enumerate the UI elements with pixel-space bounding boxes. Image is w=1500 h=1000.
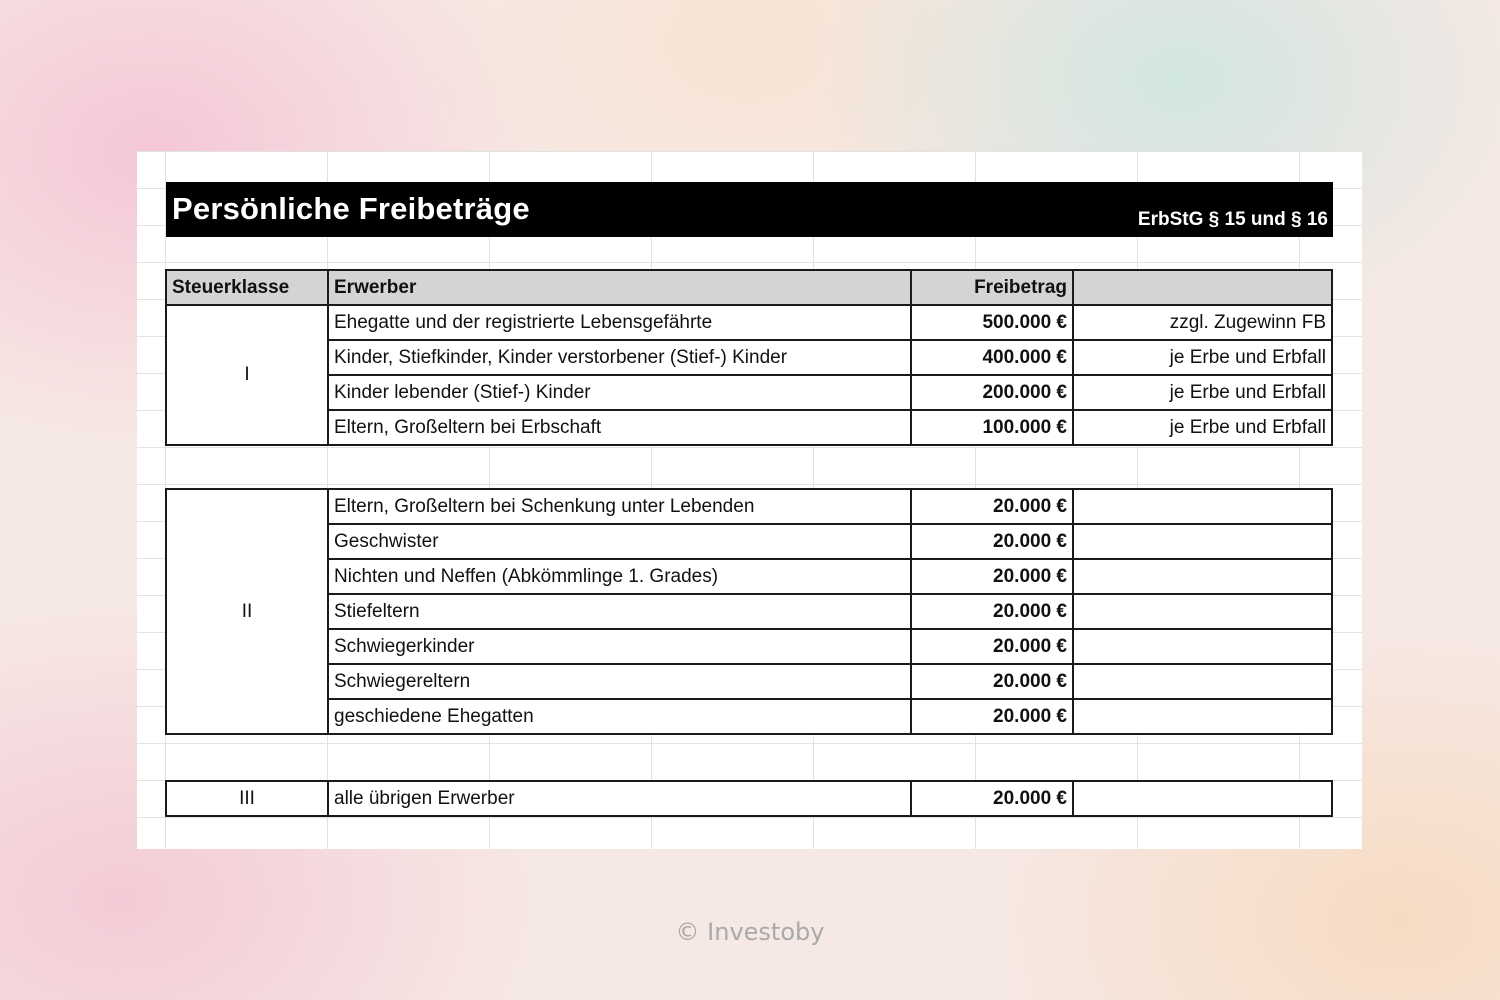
table-row [166,594,1332,629]
acquirer-cell: alle übrigen Erwerber [328,781,911,816]
allowance-cell: 20.000 € [911,699,1073,734]
tax-class-1-table [165,269,1333,446]
acquirer-cell: Ehegatte und der registrierte Lebensgefährte [328,305,911,340]
acquirer-cell: Stiefeltern [328,594,911,629]
header-row [166,270,1332,305]
note-cell [1073,524,1332,559]
acquirer-cell: Kinder, Stiefkinder, Kinder verstorbener (Stief-) Kinder [328,340,911,375]
allowance-cell: 400.000 € [911,340,1073,375]
note-cell: zzgl. Zugewinn FB [1073,305,1332,340]
acquirer-cell: Eltern, Großeltern bei Schenkung unter Lebenden [328,489,911,524]
note-cell [1073,629,1332,664]
allowance-cell: 20.000 € [911,594,1073,629]
allowance-cell: 20.000 € [911,629,1073,664]
acquirer-cell: Schwiegereltern [328,664,911,699]
table-row [166,781,1332,816]
copyright-watermark: © Investoby [675,918,825,946]
allowance-cell: 500.000 € [911,305,1073,340]
allowance-cell: 20.000 € [911,781,1073,816]
note-cell: je Erbe und Erbfall [1073,410,1332,445]
table-row [166,629,1332,664]
tax-class-label: II [166,489,328,734]
allowance-cell: 20.000 € [911,524,1073,559]
note-cell [1073,559,1332,594]
note-cell [1073,664,1332,699]
note-cell [1073,699,1332,734]
table-row [166,375,1332,410]
tax-class-label: III [166,781,328,816]
allowance-cell: 200.000 € [911,375,1073,410]
allowance-cell: 20.000 € [911,559,1073,594]
table-row [166,699,1332,734]
tax-class-2-table [165,488,1333,735]
note-cell [1073,489,1332,524]
acquirer-cell: Kinder lebender (Stief-) Kinder [328,375,911,410]
header-acquirer: Erwerber [328,270,911,305]
page-title: Persönliche Freibeträge [172,191,530,226]
acquirer-cell: Schwiegerkinder [328,629,911,664]
spreadsheet-area [137,151,1362,849]
acquirer-cell: Eltern, Großeltern bei Erbschaft [328,410,911,445]
allowance-cell: 20.000 € [911,489,1073,524]
table-row [166,664,1332,699]
note-cell [1073,594,1332,629]
allowance-cell: 100.000 € [911,410,1073,445]
table-row [166,559,1332,594]
header-allowance: Freibetrag [911,270,1073,305]
acquirer-cell: geschiedene Ehegatten [328,699,911,734]
acquirer-cell: Nichten und Neffen (Abkömmlinge 1. Grades) [328,559,911,594]
table-row [166,489,1332,524]
header-note [1073,270,1332,305]
allowance-cell: 20.000 € [911,664,1073,699]
note-cell [1073,781,1332,816]
acquirer-cell: Geschwister [328,524,911,559]
header-class: Steuerklasse [166,270,328,305]
note-cell: je Erbe und Erbfall [1073,340,1332,375]
tax-class-3-table [165,780,1333,817]
title-bar [166,182,1333,237]
law-reference: ErbStG § 15 und § 16 [1137,209,1328,230]
table-row [166,524,1332,559]
table-row [166,340,1332,375]
table-row [166,410,1332,445]
note-cell: je Erbe und Erbfall [1073,375,1332,410]
table-row [166,305,1332,340]
tax-class-label: I [166,305,328,445]
